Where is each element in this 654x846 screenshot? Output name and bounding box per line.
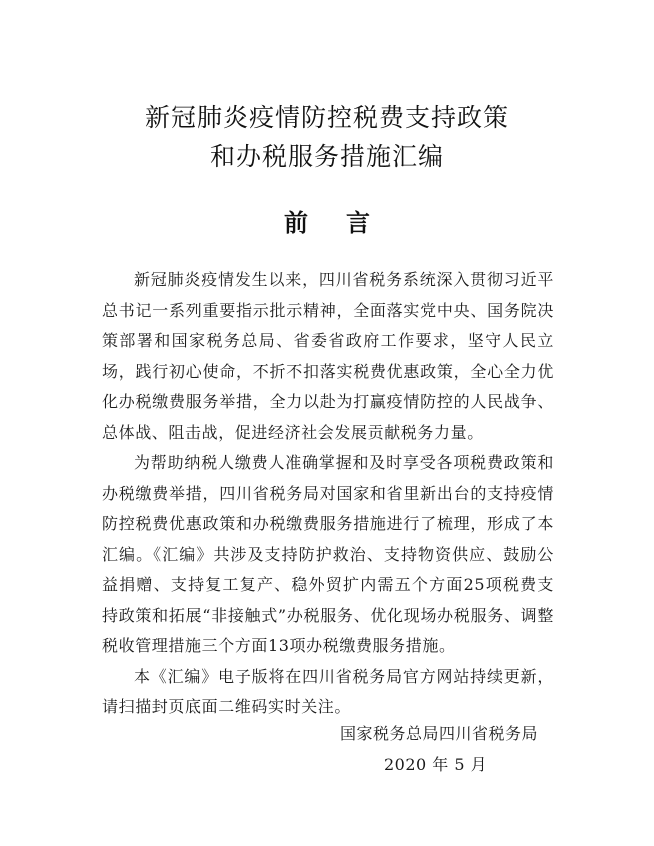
title-line-2: 和办税服务措施汇编	[209, 142, 444, 171]
preface-body	[102, 265, 554, 723]
date: 2020 年 5 月	[384, 755, 488, 774]
paragraph-3: 本《汇编》电子版将在四川省税务局官方网站持续更新，请扫描封页底面二维码实时关注。	[102, 666, 554, 716]
signature: 国家税务总局四川省税务局	[339, 724, 538, 743]
paragraph-1: 新冠肺炎疫情发生以来，四川省税务系统深入贯彻习近平总书记一系列重要指示批示精神，全面落实党中央、国务院决策部署和国家税务总局、省委省政府工作要求，坚守人民立场，践行初心使命，不折不扣落实税费优惠政策，全心全力优化办税缴费服务举措，全力以赴为打赢疫情防控的人民战争、总体战、阻击战，促进经济社会发展贡献税务力量。	[102, 270, 554, 442]
paragraph-2: 为帮助纳税人缴费人准确掌握和及时享受各项税费政策和办税缴费举措，四川省税务局对国家和省里新出台的支持疫情防控税费优惠政策和办税缴费服务措施进行了梳理，形成了本汇编。《汇编》共涉及支持防护救治、支持物资供应、鼓励公益捐赠、支持复工复产、稳外贸扩内需五个方面25项税费支持政策和拓展“非接触式”办税服务、优化现场办税服务、调整税收管理措施三个方面13项办税缴费服务措施。	[102, 453, 554, 655]
document-title	[0, 98, 654, 176]
title-line-1: 新冠肺炎疫情防控税费支持政策	[144, 103, 509, 132]
preface-heading: 前言	[284, 209, 408, 237]
